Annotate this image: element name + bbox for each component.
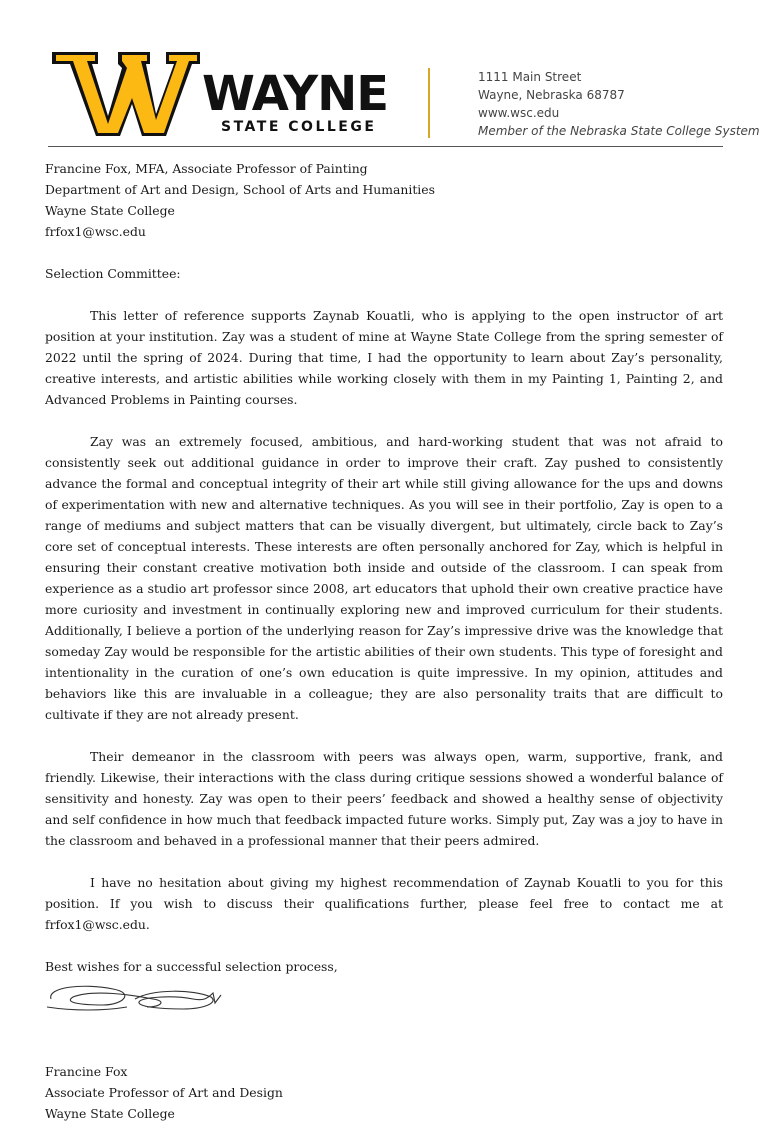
institution-address [478, 68, 760, 140]
address-city: Wayne, Nebraska 68787 [478, 88, 625, 102]
address-street: 1111 Main Street [478, 70, 582, 84]
sender-name-title: Francine Fox, MFA, Associate Professor of Painting [45, 161, 368, 176]
signature-title: Associate Professor of Art and Design [45, 1085, 283, 1100]
salutation: Selection Committee: [45, 266, 181, 281]
w-logo-icon [50, 48, 202, 138]
closing: Best wishes for a successful selection process, [45, 959, 338, 974]
handwritten-signature [43, 977, 723, 1019]
address-system: Member of the Nebraska State College System [478, 124, 760, 138]
signature-institution: Wayne State College [45, 1106, 175, 1121]
sender-institution: Wayne State College [45, 203, 175, 218]
wayne-state-logo [50, 48, 390, 143]
logo-subtitle: STATE COLLEGE [221, 119, 377, 135]
paragraph-4: I have no hesitation about giving my highest recommendation of Zaynab Kouatli to you for this position. If you wish to discuss their qualifications further, please feel free to contact me at frfox1@wsc.edu. [45, 875, 723, 932]
letterhead [0, 0, 768, 150]
letterhead-rule [48, 146, 723, 147]
sender-department: Department of Art and Design, School of Arts and Humanities [45, 182, 435, 197]
address-website: www.wsc.edu [478, 106, 560, 120]
letter-body [45, 158, 723, 1124]
sender-email: frfox1@wsc.edu [45, 224, 146, 239]
paragraph-1: This letter of reference supports Zaynab Kouatli, who is applying to the open instructor of art position at your institution. Zay was a student of mine at Wayne State College from the spring semester of 2022 until the spring of 2024. During that time, I had the opportunity to learn about Zay’s personality, creative interests, and artistic abilities while working closely with them in my Painting 1, Painting 2, and Advanced Problems in Painting courses. [45, 308, 723, 407]
letterhead-divider [428, 68, 430, 138]
paragraph-2: Zay was an extremely focused, ambitious, and hard-working student that was not afraid to consistently seek out additional guidance in order to improve their craft. Zay pushed to consistently advance the formal and conceptual integrity of their art while still giving allowance for the ups and downs of experimentation with new and alternative techniques. As you will see in their portfolio, Zay is open to a range of mediums and subject matters that can be visually divergent, but ultimately, circle back to Zay’s core set of conceptual interests. These interests are often personally anchored for Zay, which is helpful in ensuring their constant creative motivation both inside and outside of the classroom. I can speak from experience as a studio art professor since 2008, art educators that uphold their own creative practice have more curiosity and investment in continually exploring new and improved curriculum for their students. Additionally, I believe a portion of the underlying reason for Zay’s impressive drive was the knowledge that someday Zay would be responsible for the artistic abilities of their own students. This type of foresight and intentionality in the curation of one’s own education is quite impressive. In my opinion, attitudes and behaviors like this are invaluable in a colleague; they are also personality traits that are difficult to cultivate if they are not already present. [45, 434, 723, 722]
paragraph-3: Their demeanor in the classroom with peers was always open, warm, supportive, frank, and friendly. Likewise, their interactions with the class during critique sessions showed a wonderful balance of sensitivity and honesty. Zay was open to their peers’ feedback and showed a healthy sense of objectivity and self confidence in how much that feedback impacted future works. Simply put, Zay was a joy to have in the classroom and behaved in a professional manner that their peers admired. [45, 749, 723, 848]
logo-wordmark: WAYNE [202, 66, 389, 122]
signature-name: Francine Fox [45, 1064, 128, 1079]
